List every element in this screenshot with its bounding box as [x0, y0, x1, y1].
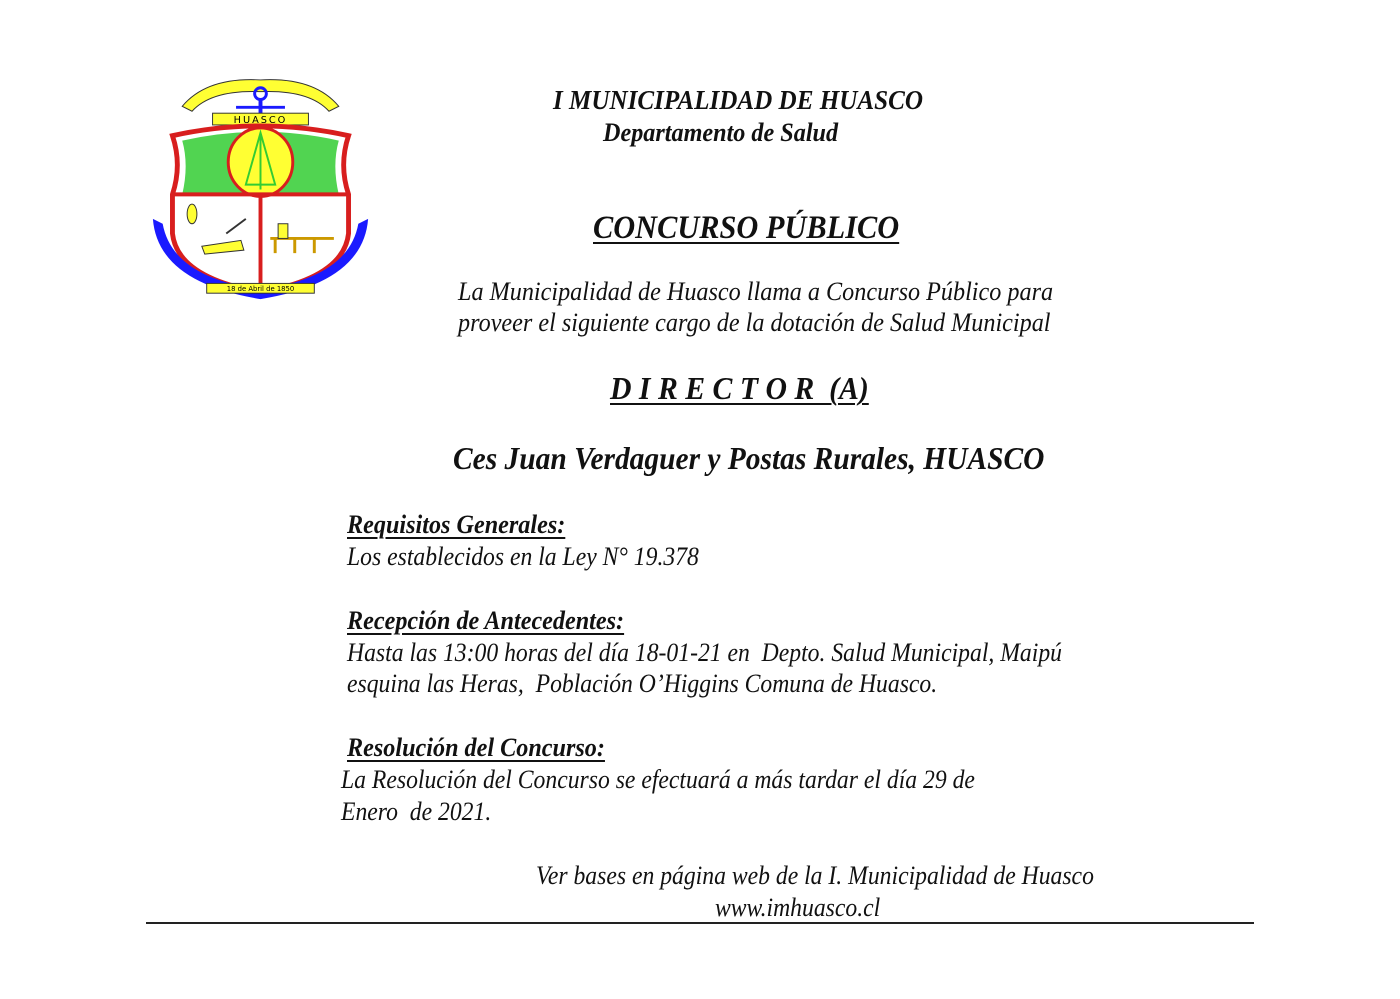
section-text: Hasta las 13:00 horas del día 18-01-21 en Depto. Salud Municipal, Maipú: [347, 638, 1063, 667]
footer-note: Ver bases en página web de la I. Municipalidad de Huasco: [536, 861, 1094, 890]
section-text: esquina las Heras, Población O’Higgins Comuna de Huasco.: [347, 669, 938, 698]
intro-line: proveer el siguiente cargo de la dotación de Salud Municipal: [458, 308, 1051, 337]
intro-line: La Municipalidad de Huasco llama a Concurso Público para: [458, 277, 1054, 306]
department-name: Departamento de Salud: [603, 118, 839, 147]
section-text: La Resolución del Concurso se efectuará a más tardar el día 29 de: [341, 765, 975, 794]
footer-divider: [146, 922, 1254, 924]
section-text: Enero de 2021.: [341, 797, 492, 826]
section-heading-resolucion: Resolución del Concurso:: [347, 733, 605, 762]
logo-date-plate: 18 de Abril de 1850: [226, 285, 295, 294]
section-heading-recepcion: Recepción de Antecedentes:: [347, 606, 625, 635]
page-title: CONCURSO PÚBLICO: [593, 210, 900, 246]
website-link[interactable]: www.imhuasco.cl: [715, 893, 881, 922]
institution-name: I MUNICIPALIDAD DE HUASCO: [553, 85, 923, 115]
workplace-location: Ces Juan Verdaguer y Postas Rurales, HUASCO: [453, 440, 1045, 476]
municipal-coat-of-arms-logo: [148, 72, 373, 307]
section-text: Los establecidos en la Ley N° 19.378: [347, 542, 699, 571]
section-heading-requisitos: Requisitos Generales:: [347, 510, 566, 539]
logo-name-plate: HUASCO: [233, 114, 288, 126]
position-title: D I R E C T O R (A): [610, 370, 869, 406]
